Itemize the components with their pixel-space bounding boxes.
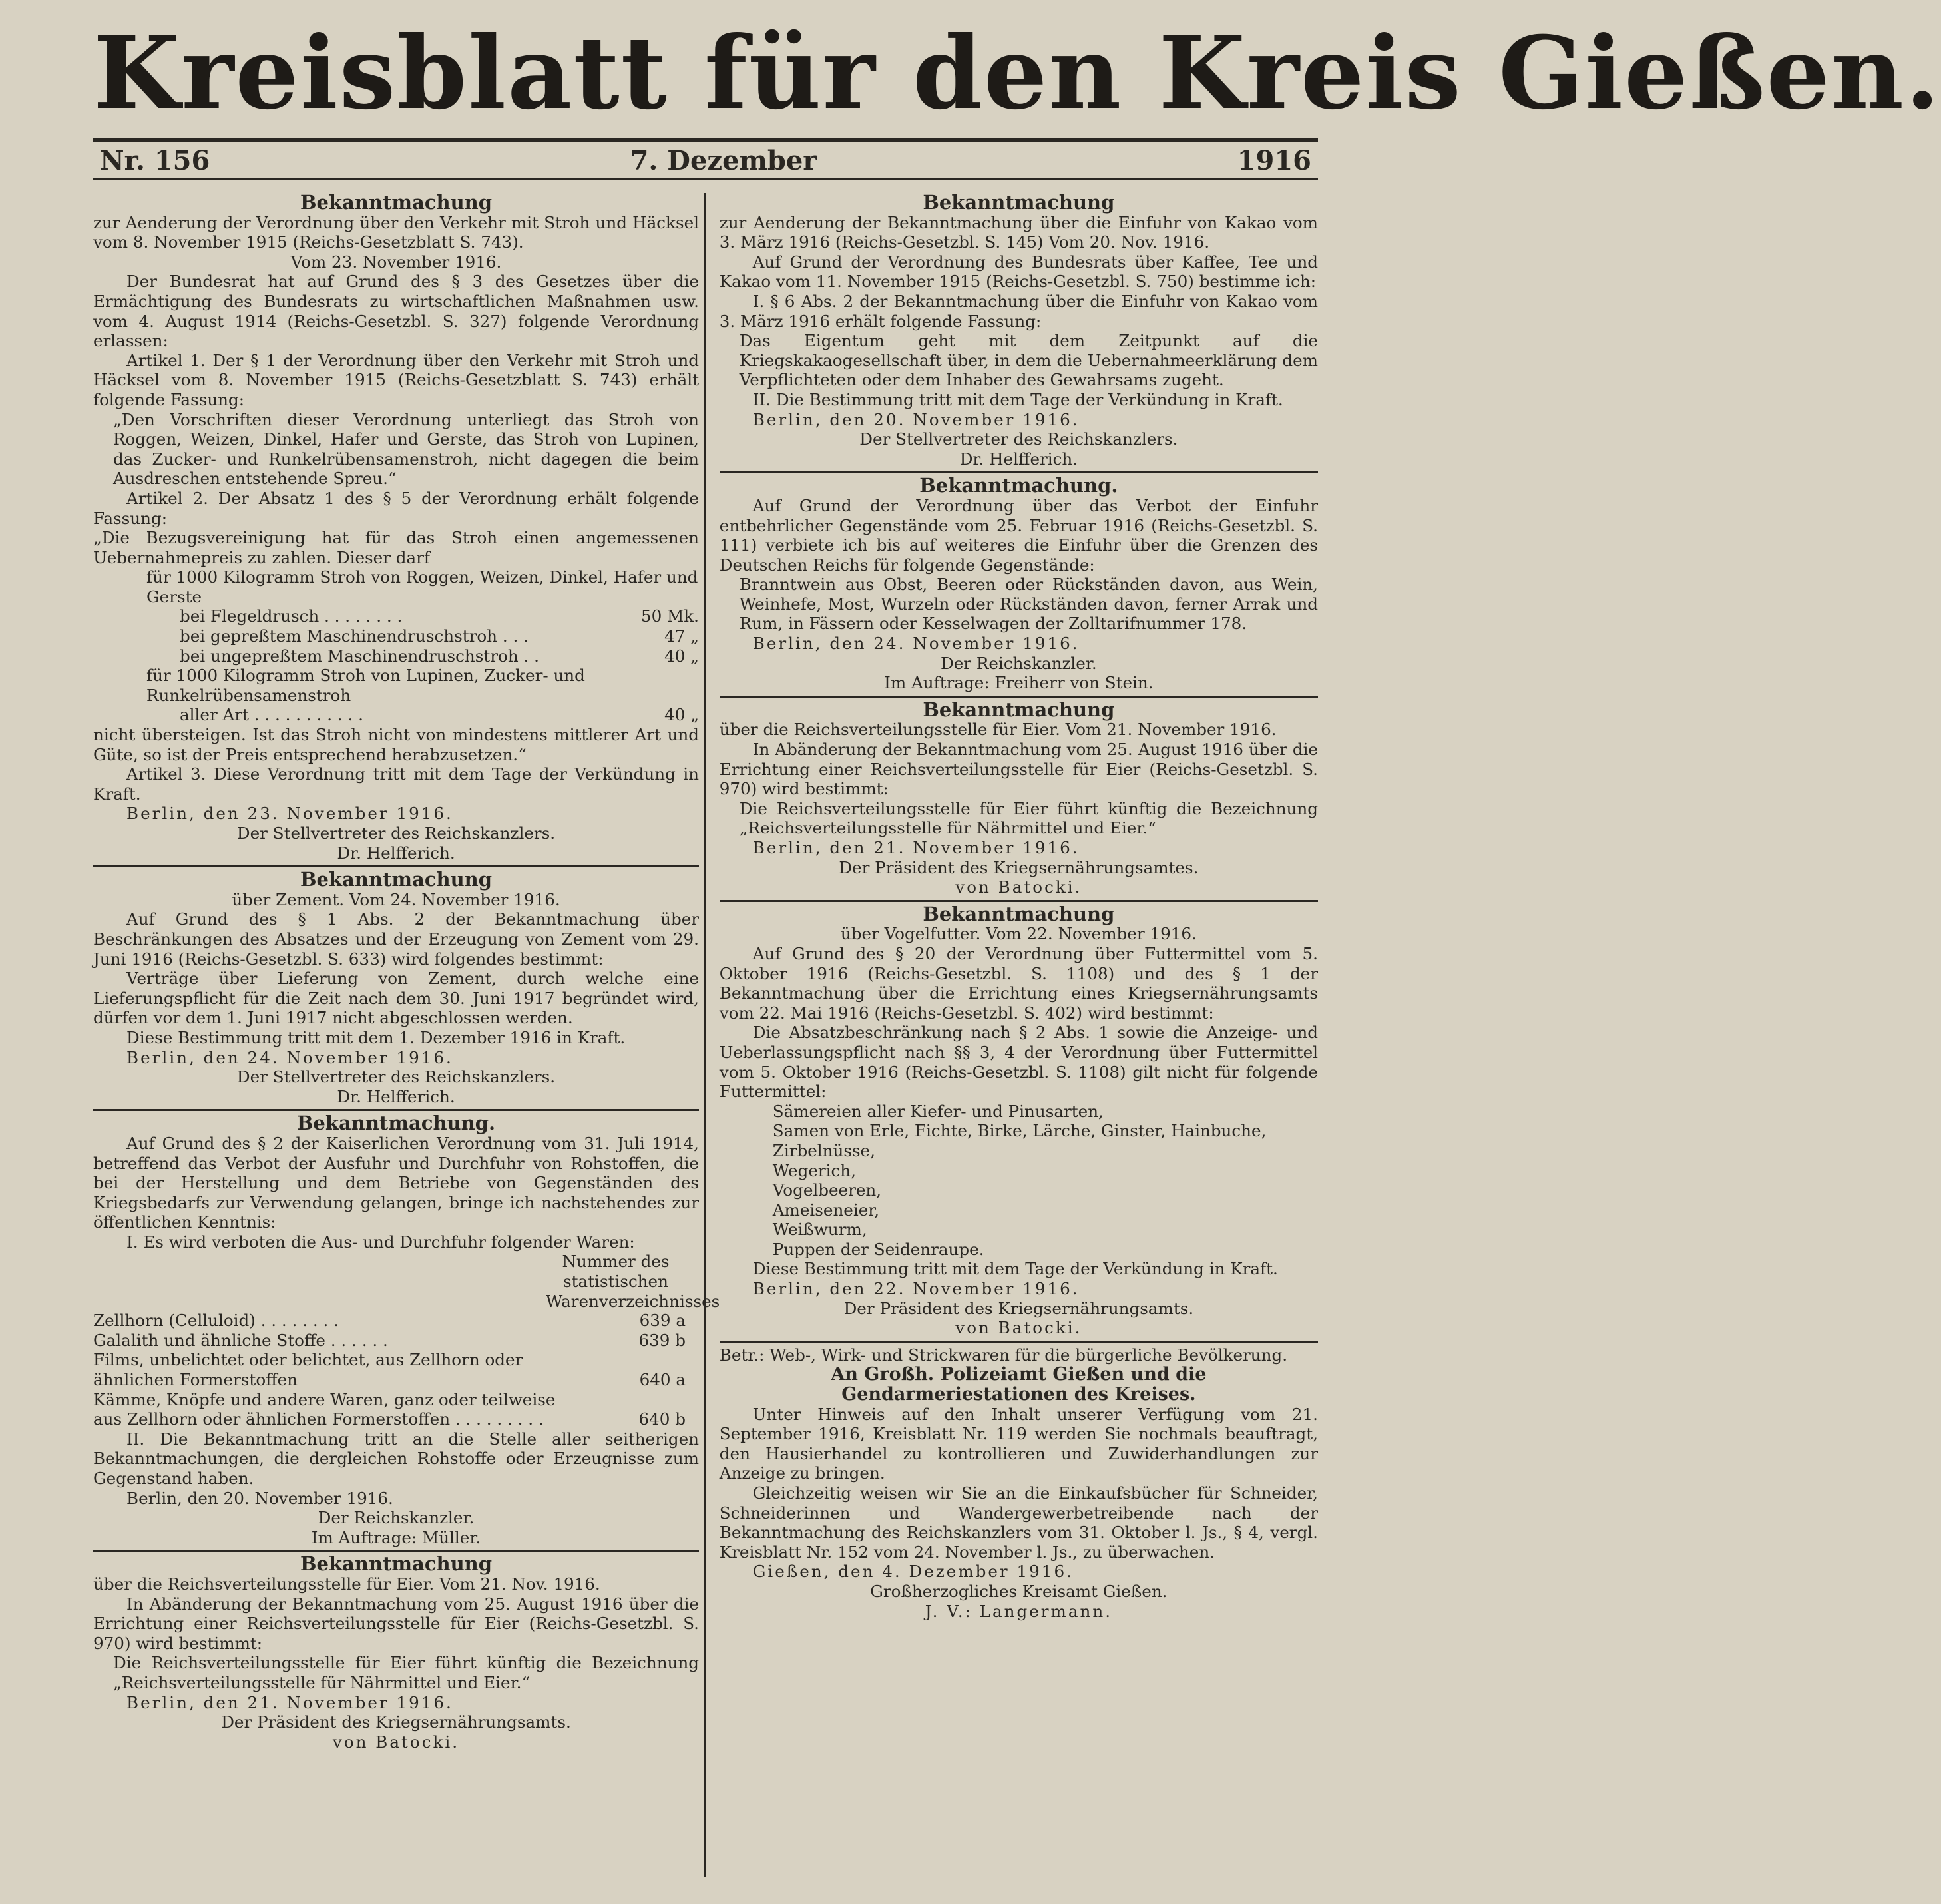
quote: für 1000 Kilogramm Stroh von Roggen, Weizen, Dinkel, Hafer und Gerste bbox=[146, 567, 698, 606]
left-column bbox=[93, 191, 720, 1877]
place-date: Berlin, den 21. November 1916. bbox=[126, 1692, 453, 1712]
dateline-rule bbox=[93, 178, 1318, 180]
quote: für 1000 Kilogramm Stroh von Lupinen, Zucker- und Runkelrübensamenstroh bbox=[146, 666, 585, 705]
price-row bbox=[93, 705, 699, 725]
paragraph: In Abänderung der Bekanntmachung vom 25. August 1916 über die Errichtung einer Reichsverteilungsstelle für Eier (Reichs-Gesetzbl. S. 970) wird bestimmt: bbox=[93, 1594, 699, 1653]
list-item: Wegerich, bbox=[772, 1160, 856, 1180]
separator bbox=[720, 900, 1318, 902]
paragraph: Auf Grund des § 1 Abs. 2 der Bekanntmachung über Beschränkungen des Absatzes und der Erzeugung von Zement vom 29. Juni 1916 (Reichs-Gesetzbl. S. 633) wird folgendes bestimmt: bbox=[93, 909, 699, 969]
article-eier-right bbox=[720, 700, 1318, 902]
article-eier bbox=[93, 1554, 699, 1752]
signature-name: Dr. Helfferich. bbox=[959, 449, 1078, 469]
subject-line: Betr.: Web-, Wirk- und Strickwaren für die bürgerliche Bevölkerung. bbox=[719, 1345, 1288, 1365]
place-date: Berlin, den 22. November 1916. bbox=[752, 1279, 1080, 1299]
signature-title: Der Stellvertreter des Reichskanzlers. bbox=[859, 429, 1178, 449]
paragraph: I. § 6 Abs. 2 der Bekanntmachung über die Einfuhr von Kakao vom 3. März 1916 erhält folgende Fassung: bbox=[719, 291, 1318, 331]
article-title: Bekanntmachung bbox=[923, 191, 1115, 214]
signature-title: Der Stellvertreter des Reichskanzlers. bbox=[236, 1067, 556, 1087]
paragraph: In Abänderung der Bekanntmachung vom 25. August 1916 über die Errichtung einer Reichsverteilungsstelle für Eier (Reichs-Gesetzbl. S. 970) wird bestimmt: bbox=[719, 740, 1318, 799]
signature-name: von Batocki. bbox=[332, 1732, 460, 1752]
list-item: Sämereien aller Kiefer- und Pinusarten, bbox=[772, 1101, 1104, 1121]
signature-title: Der Präsident des Kriegsernährungsamts. bbox=[843, 1298, 1194, 1318]
article-subtitle: über Zement. Vom 24. November 1916. bbox=[232, 889, 560, 909]
article-einfuhr bbox=[720, 476, 1318, 698]
paragraph: Artikel 1. Der § 1 der Verordnung über den Verkehr mit Stroh und Häcksel vom 8. November 1915 (Reichs-Gesetzblatt S. 743) erhält folgende Fassung: bbox=[93, 350, 699, 409]
paragraph: I. Es wird verboten die Aus- und Durchfuhr folgender Waren: bbox=[126, 1232, 635, 1252]
paragraph: Diese Bestimmung tritt mit dem 1. Dezember 1916 in Kraft. bbox=[126, 1027, 626, 1047]
quote: „Die Bezugsvereinigung hat für das Stroh einen angemessenen Uebernahmepreis zu zahlen. Dieser darf bbox=[93, 528, 699, 567]
article-title: Bekanntmachung bbox=[300, 868, 493, 891]
article-title: Bekanntmachung bbox=[923, 902, 1115, 925]
signature-name: Im Auftrage: Freiherr von Stein. bbox=[884, 673, 1154, 693]
signature-name: von Batocki. bbox=[955, 1318, 1082, 1338]
paragraph: Diese Bestimmung tritt mit dem Tage der Verkündung in Kraft. bbox=[752, 1259, 1278, 1279]
price-label: bei Flegeldrusch . . . . . . . . bbox=[180, 606, 403, 626]
signature-title: Großherzogliches Kreisamt Gießen. bbox=[870, 1581, 1168, 1601]
paragraph: Der Bundesrat hat auf Grund des § 3 des Gesetzes über die Ermächtigung des Bundesrats zu wirtschaftlichen Maßnahmen usw. vom 4. August 1914 (Reichs-Gesetzbl. S. 327) folgende Verordnung erlassen: bbox=[93, 272, 699, 351]
article-date: Vom 23. November 1916. bbox=[290, 252, 502, 272]
paragraph: II. Die Bekanntmachung tritt an die Stelle aller seitherigen Bekanntmachungen, die dergleichen Rohstoffe oder Erzeugnisse zum Gegenstand haben. bbox=[93, 1429, 699, 1488]
separator bbox=[720, 1341, 1318, 1343]
separator bbox=[720, 471, 1318, 473]
paragraph: Auf Grund der Verordnung des Bundesrats über Kaffee, Tee und Kakao vom 11. November 1915 (Reichs-Gesetzbl. S. 750) bestimme ich: bbox=[719, 252, 1318, 292]
table-cell: 640 a bbox=[639, 1370, 686, 1390]
price-label: bei ungepreßtem Maschinendruschstroh . . bbox=[180, 646, 539, 666]
signature-title: Der Reichskanzler. bbox=[941, 653, 1097, 673]
place-date: Berlin, den 20. November 1916. bbox=[126, 1488, 393, 1508]
signature-name: J. V.: Langermann. bbox=[925, 1601, 1113, 1621]
paragraph: Unter Hinweis auf den Inhalt unserer Verfügung vom 21. September 1916, Kreisblatt Nr. 119 werden Sie nochmals beauftragt, den Hausierhandel zu kontrollieren und Zuwiderhandlungen zur Anzeige zu bringen. bbox=[719, 1404, 1318, 1483]
price-row bbox=[93, 626, 699, 646]
addressee: An Großh. Polizeiamt Gießen und die Gendarmeriestationen des Kreises. bbox=[831, 1364, 1207, 1405]
article-subtitle: über die Reichsverteilungsstelle für Eier. Vom 21. November 1916. bbox=[719, 720, 1277, 740]
quote: Die Reichsverteilungsstelle für Eier führt künftig die Bezeichnung „Reichsverteilungsstelle für Nährmittel und Eier.“ bbox=[739, 798, 1318, 838]
signature-title: Der Präsident des Kriegsernährungsamts. bbox=[221, 1712, 571, 1732]
signature-name: von Batocki. bbox=[955, 877, 1082, 897]
paragraph: Auf Grund der Verordnung über das Verbot der Einfuhr entbehrlicher Gegenstände vom 25. Februar 1916 (Reichs-Gesetzbl. S. 111) verbiete ich bis auf weiteres die Einfuhr über die Grenzen des Deutschen Reichs für folgende Gegenstände: bbox=[719, 495, 1318, 575]
price-value: 50 Mk. bbox=[640, 606, 699, 626]
place-date: Berlin, den 24. November 1916. bbox=[752, 634, 1080, 654]
issue-number: Nr. 156 bbox=[100, 144, 210, 176]
price-value: 40 „ bbox=[664, 646, 699, 666]
newspaper-page bbox=[93, 13, 1941, 1877]
table-row bbox=[93, 1350, 699, 1389]
quote: Das Eigentum geht mit dem Zeitpunkt auf die Kriegskakaogesellschaft über, in dem die Uebernahmeerklärung dem Verpflichteten oder dem Inhaber des Gewahrsams zugeht. bbox=[739, 331, 1318, 390]
quote: Branntwein aus Obst, Beeren oder Rückständen davon, aus Wein, Weinhefe, Most, Wurzeln oder Rückständen davon, ferner Arrak und Rum, in Fässern oder Kesselwagen der Zolltarifnummer 178. bbox=[739, 575, 1318, 634]
table-cell: Films, unbelichtet oder belichtet, aus Zellhorn oder ähnlichen Formerstoffen bbox=[93, 1350, 523, 1390]
article-ausfuhr bbox=[93, 1112, 720, 1552]
signature-title: Der Präsident des Kriegsernährungsamtes. bbox=[839, 857, 1199, 877]
article-title: Bekanntmachung bbox=[300, 191, 493, 214]
list-item: Samen von Erle, Fichte, Birke, Lärche, Ginster, Hainbuche, bbox=[772, 1121, 1267, 1141]
article-zement bbox=[93, 870, 699, 1111]
list-item: Zirbelnüsse, bbox=[772, 1140, 875, 1160]
paragraph: Artikel 2. Der Absatz 1 des § 5 der Verordnung erhält folgende Fassung: bbox=[93, 488, 699, 528]
article-vogelfutter bbox=[719, 902, 1318, 1343]
list-item: Puppen der Seidenraupe. bbox=[772, 1239, 984, 1259]
article-kakao bbox=[720, 193, 1318, 473]
paragraph: Verträge über Lieferung von Zement, durch welche eine Lieferungspflicht für die Zeit nach dem 30. Juni 1917 begründet wird, dürfen vor dem 1. Juni 1917 nicht abgeschlossen werden. bbox=[93, 969, 699, 1028]
column-separator bbox=[704, 193, 720, 1877]
place-date: Berlin, den 24. November 1916. bbox=[126, 1047, 453, 1067]
article-title: Bekanntmachung bbox=[923, 698, 1115, 721]
article-intro: zur Aenderung der Bekanntmachung über die Einfuhr von Kakao vom 3. März 1916 (Reichs-Gesetzbl. S. 145) Vom 20. Nov. 1916. bbox=[719, 212, 1318, 252]
price-row bbox=[93, 646, 699, 666]
article-stroh bbox=[93, 193, 699, 867]
place-date: Berlin, den 21. November 1916. bbox=[752, 838, 1080, 857]
goods-table bbox=[93, 1311, 699, 1429]
article-title: Bekanntmachung. bbox=[919, 474, 1118, 497]
quote: „Den Vorschriften dieser Verordnung unterliegt das Stroh von Roggen, Weizen, Dinkel, Hafer und Gerste, das Stroh von Lupinen, das Zucker- und Runkelrübensamenstroh, nicht dagegen die beim Ausdreschen entstehende Spreu.“ bbox=[113, 409, 699, 489]
paragraph: Die Absatzbeschränkung nach § 2 Abs. 1 sowie die Anzeige- und Ueberlassungspflicht nach §§ 3, 4 der Verordnung über Futtermittel vom 5. Oktober 1916 (Reichs-Gesetzbl. S. 1108) gilt nicht für folgende Futtermittel: bbox=[719, 1023, 1318, 1102]
table-row bbox=[93, 1390, 699, 1429]
article-subtitle: über die Reichsverteilungsstelle für Eier. Vom 21. Nov. 1916. bbox=[93, 1574, 600, 1594]
price-row bbox=[93, 606, 699, 626]
table-cell: 640 b bbox=[638, 1409, 686, 1429]
list-item: Weißwurm, bbox=[772, 1220, 867, 1240]
table-cell: 639 b bbox=[638, 1330, 686, 1350]
article-intro: zur Aenderung der Verordnung über den Verkehr mit Stroh und Häcksel vom 8. November 1915 (Reichs-Gesetzblatt S. 743). bbox=[93, 212, 699, 252]
signature-name: Dr. Helfferich. bbox=[337, 1086, 455, 1106]
masthead-title: Kreisblatt für den Kreis Gießen. bbox=[93, 15, 1941, 132]
table-header: Nummer des statistischen Warenverzeichnisses bbox=[546, 1252, 720, 1311]
table-cell: Galalith und ähnliche Stoffe . . . . . . bbox=[93, 1330, 388, 1350]
separator bbox=[93, 1550, 699, 1552]
paragraph: Artikel 3. Diese Verordnung tritt mit dem Tage der Verkündung in Kraft. bbox=[93, 764, 699, 804]
right-column bbox=[720, 193, 1318, 1877]
signature-name: Dr. Helfferich. bbox=[337, 843, 455, 863]
article-title: Bekanntmachung. bbox=[296, 1112, 496, 1135]
separator bbox=[720, 696, 1318, 698]
article-subtitle: über Vogelfutter. Vom 22. November 1916. bbox=[840, 924, 1197, 944]
table-row bbox=[93, 1311, 699, 1331]
place-date: Gießen, den 4. Dezember 1916. bbox=[752, 1562, 1074, 1582]
paragraph: II. Die Bestimmung tritt mit dem Tage der Verkündung in Kraft. bbox=[752, 389, 1283, 409]
quote: nicht übersteigen. Ist das Stroh nicht von mindestens mittlerer Art und Güte, so ist der Preis entsprechend herabzusetzen.“ bbox=[93, 725, 699, 764]
article-title: Bekanntmachung bbox=[300, 1552, 493, 1576]
signature-name: Im Auftrage: Müller. bbox=[311, 1527, 481, 1547]
table-cell: 639 a bbox=[639, 1311, 686, 1331]
issue-year: 1916 bbox=[1237, 144, 1311, 176]
quote: Die Reichsverteilungsstelle für Eier führt künftig die Bezeichnung „Reichsverteilungsstelle für Nährmittel und Eier.“ bbox=[113, 1653, 699, 1692]
columns bbox=[93, 193, 1318, 1877]
list-item: Vogelbeeren, bbox=[772, 1180, 882, 1200]
price-value: 40 „ bbox=[664, 705, 699, 725]
price-value: 47 „ bbox=[664, 626, 699, 646]
separator bbox=[93, 1109, 699, 1111]
place-date: Berlin, den 20. November 1916. bbox=[752, 409, 1080, 429]
price-label: aller Art . . . . . . . . . . . bbox=[180, 705, 363, 725]
place-date: Berlin, den 23. November 1916. bbox=[126, 804, 453, 824]
list-item: Ameiseneier, bbox=[772, 1200, 880, 1220]
paragraph: Gleichzeitig weisen wir Sie an die Einkaufsbücher für Schneider, Schneiderinnen und Wandergewerbetreibende nach der Bekanntmachung des Reichskanzlers vom 31. Oktober l. Js., § 4, vergl. Kreisblatt Nr. 152 vom 24. November l. Js., zu überwachen. bbox=[719, 1483, 1318, 1562]
dateline bbox=[93, 142, 1318, 178]
issue-date: 7. Dezember bbox=[630, 144, 817, 176]
table-cell: Zellhorn (Celluloid) . . . . . . . . bbox=[93, 1311, 339, 1331]
signature-title: Der Reichskanzler. bbox=[318, 1508, 475, 1528]
table-row bbox=[93, 1331, 699, 1351]
price-label: bei gepreßtem Maschinendruschstroh . . . bbox=[180, 626, 529, 646]
signature-title: Der Stellvertreter des Reichskanzlers. bbox=[236, 824, 556, 843]
article-strickwaren bbox=[720, 1345, 1318, 1621]
separator bbox=[93, 865, 699, 867]
paragraph: Auf Grund des § 20 der Verordnung über Futtermittel vom 5. Oktober 1916 (Reichs-Gesetzbl. S. 1108) und des § 1 der Bekanntmachung über die Errichtung eines Kriegsernährungsamts vom 22. Mai 1916 (Reichs-Gesetzbl. S. 402) wird bestimmt: bbox=[719, 943, 1318, 1023]
table-cell: Kämme, Knöpfe und andere Waren, ganz oder teilweise aus Zellhorn oder ähnlichen Formerstoffen . . . . . . . . . bbox=[93, 1389, 556, 1429]
paragraph: Auf Grund des § 2 der Kaiserlichen Verordnung vom 31. Juli 1914, betreffend das Verbot der Ausfuhr und Durchfuhr von Rohstoffen, die bei der Herstellung und dem Betriebe von Gegenständen des Kriegsbedarfs zur Verwendung gelangen, bringe ich nachstehendes zur öffentlichen Kenntnis: bbox=[93, 1133, 699, 1232]
